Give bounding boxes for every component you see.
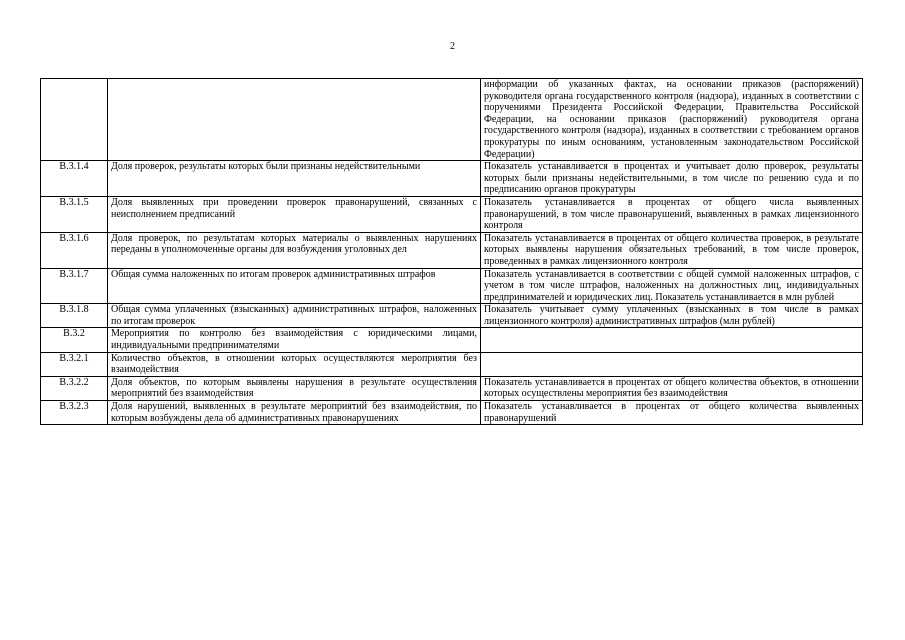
table-row — [41, 268, 863, 304]
table-row — [41, 161, 863, 197]
table-row — [41, 352, 863, 376]
table-row — [41, 304, 863, 328]
indicator-name: Количество объектов, в отношении которых осуществляются мероприятия без взаимодействия — [108, 352, 481, 376]
indicators-table — [40, 78, 863, 425]
indicator-code: В.3.2.3 — [41, 401, 108, 425]
table-row — [41, 79, 863, 161]
indicator-name: Доля объектов, по которым выявлены нарушения в результате осуществления мероприятий без взаимодействия — [108, 376, 481, 400]
indicator-description — [481, 352, 863, 376]
indicator-code: В.3.1.4 — [41, 161, 108, 197]
indicator-code: В.3.2.1 — [41, 352, 108, 376]
indicator-description: Показатель устанавливается в процентах от общего количества проверок, в результате которых выявлены нарушения обязательных требований, в том числе проверок, проведенных в рамках лицензионного контроля — [481, 232, 863, 268]
table-row — [41, 196, 863, 232]
table-row — [41, 232, 863, 268]
indicator-code: В.3.1.8 — [41, 304, 108, 328]
indicator-description — [481, 328, 863, 352]
indicator-code: В.3.2 — [41, 328, 108, 352]
indicator-description: Показатель устанавливается в соответствии с общей суммой наложенных штрафов, с учетом в том числе штрафов, наложенных на должностных лиц, индивидуальных предпринимателей и юридических лиц. Показатель устанавливается в млн рублей — [481, 268, 863, 304]
indicator-description: Показатель устанавливается в процентах от общего числа выявленных правонарушений, в том числе правонарушений, выявленных в рамках лицензионного контроля — [481, 196, 863, 232]
indicator-name: Общая сумма наложенных по итогам проверок административных штрафов — [108, 268, 481, 304]
indicator-name: Доля нарушений, выявленных в результате мероприятий без взаимодействия, по которым возбуждены дела об административных правонарушениях — [108, 401, 481, 425]
indicator-code: В.3.1.6 — [41, 232, 108, 268]
indicator-code: В.3.1.5 — [41, 196, 108, 232]
indicator-description: Показатель устанавливается в процентах от общего количества выявленных правонарушений — [481, 401, 863, 425]
table-row — [41, 401, 863, 425]
table-row — [41, 328, 863, 352]
indicator-name: Мероприятия по контролю без взаимодействия с юридическими лицами, индивидуальными предпринимателями — [108, 328, 481, 352]
indicator-name: Общая сумма уплаченных (взысканных) административных штрафов, наложенных по итогам проверок — [108, 304, 481, 328]
indicator-code: В.3.2.2 — [41, 376, 108, 400]
page-number: 2 — [450, 41, 455, 52]
indicator-name: Доля проверок, по результатам которых материалы о выявленных нарушениях переданы в уполномоченные органы для возбуждения уголовных дел — [108, 232, 481, 268]
indicator-description: Показатель учитывает сумму уплаченных (взысканных в том числе в рамках лицензионного контроля) административных штрафов (млн рублей) — [481, 304, 863, 328]
indicator-description: Показатель устанавливается в процентах от общего количества объектов, в отношении которых осуществлены мероприятия без взаимодействия — [481, 376, 863, 400]
indicator-description: Показатель устанавливается в процентах и учитывает долю проверок, результаты которых были признаны недействительными, в том числе по решению суда и по предписанию органов прокуратуры — [481, 161, 863, 197]
indicator-name: Доля выявленных при проведении проверок правонарушений, связанных с неисполнением предписаний — [108, 196, 481, 232]
indicator-description: информации об указанных фактах, на основании приказов (распоряжений) руководителя органа государственного контроля (надзора), изданных в соответствии с поручениями Президента Российской Федерации, Правительства Российской Федерации, на основании приказов (распоряжений) руководителя органа государственного контроля (надзора), изданных в соответствии с требованием органов прокуратуры по иным основаниям, установленным законодательством Российской Федерации) — [481, 79, 863, 161]
indicator-name: Доля проверок, результаты которых были признаны недействительными — [108, 161, 481, 197]
indicator-name — [108, 79, 481, 161]
table-row — [41, 376, 863, 400]
indicator-code — [41, 79, 108, 161]
indicator-code: В.3.1.7 — [41, 268, 108, 304]
